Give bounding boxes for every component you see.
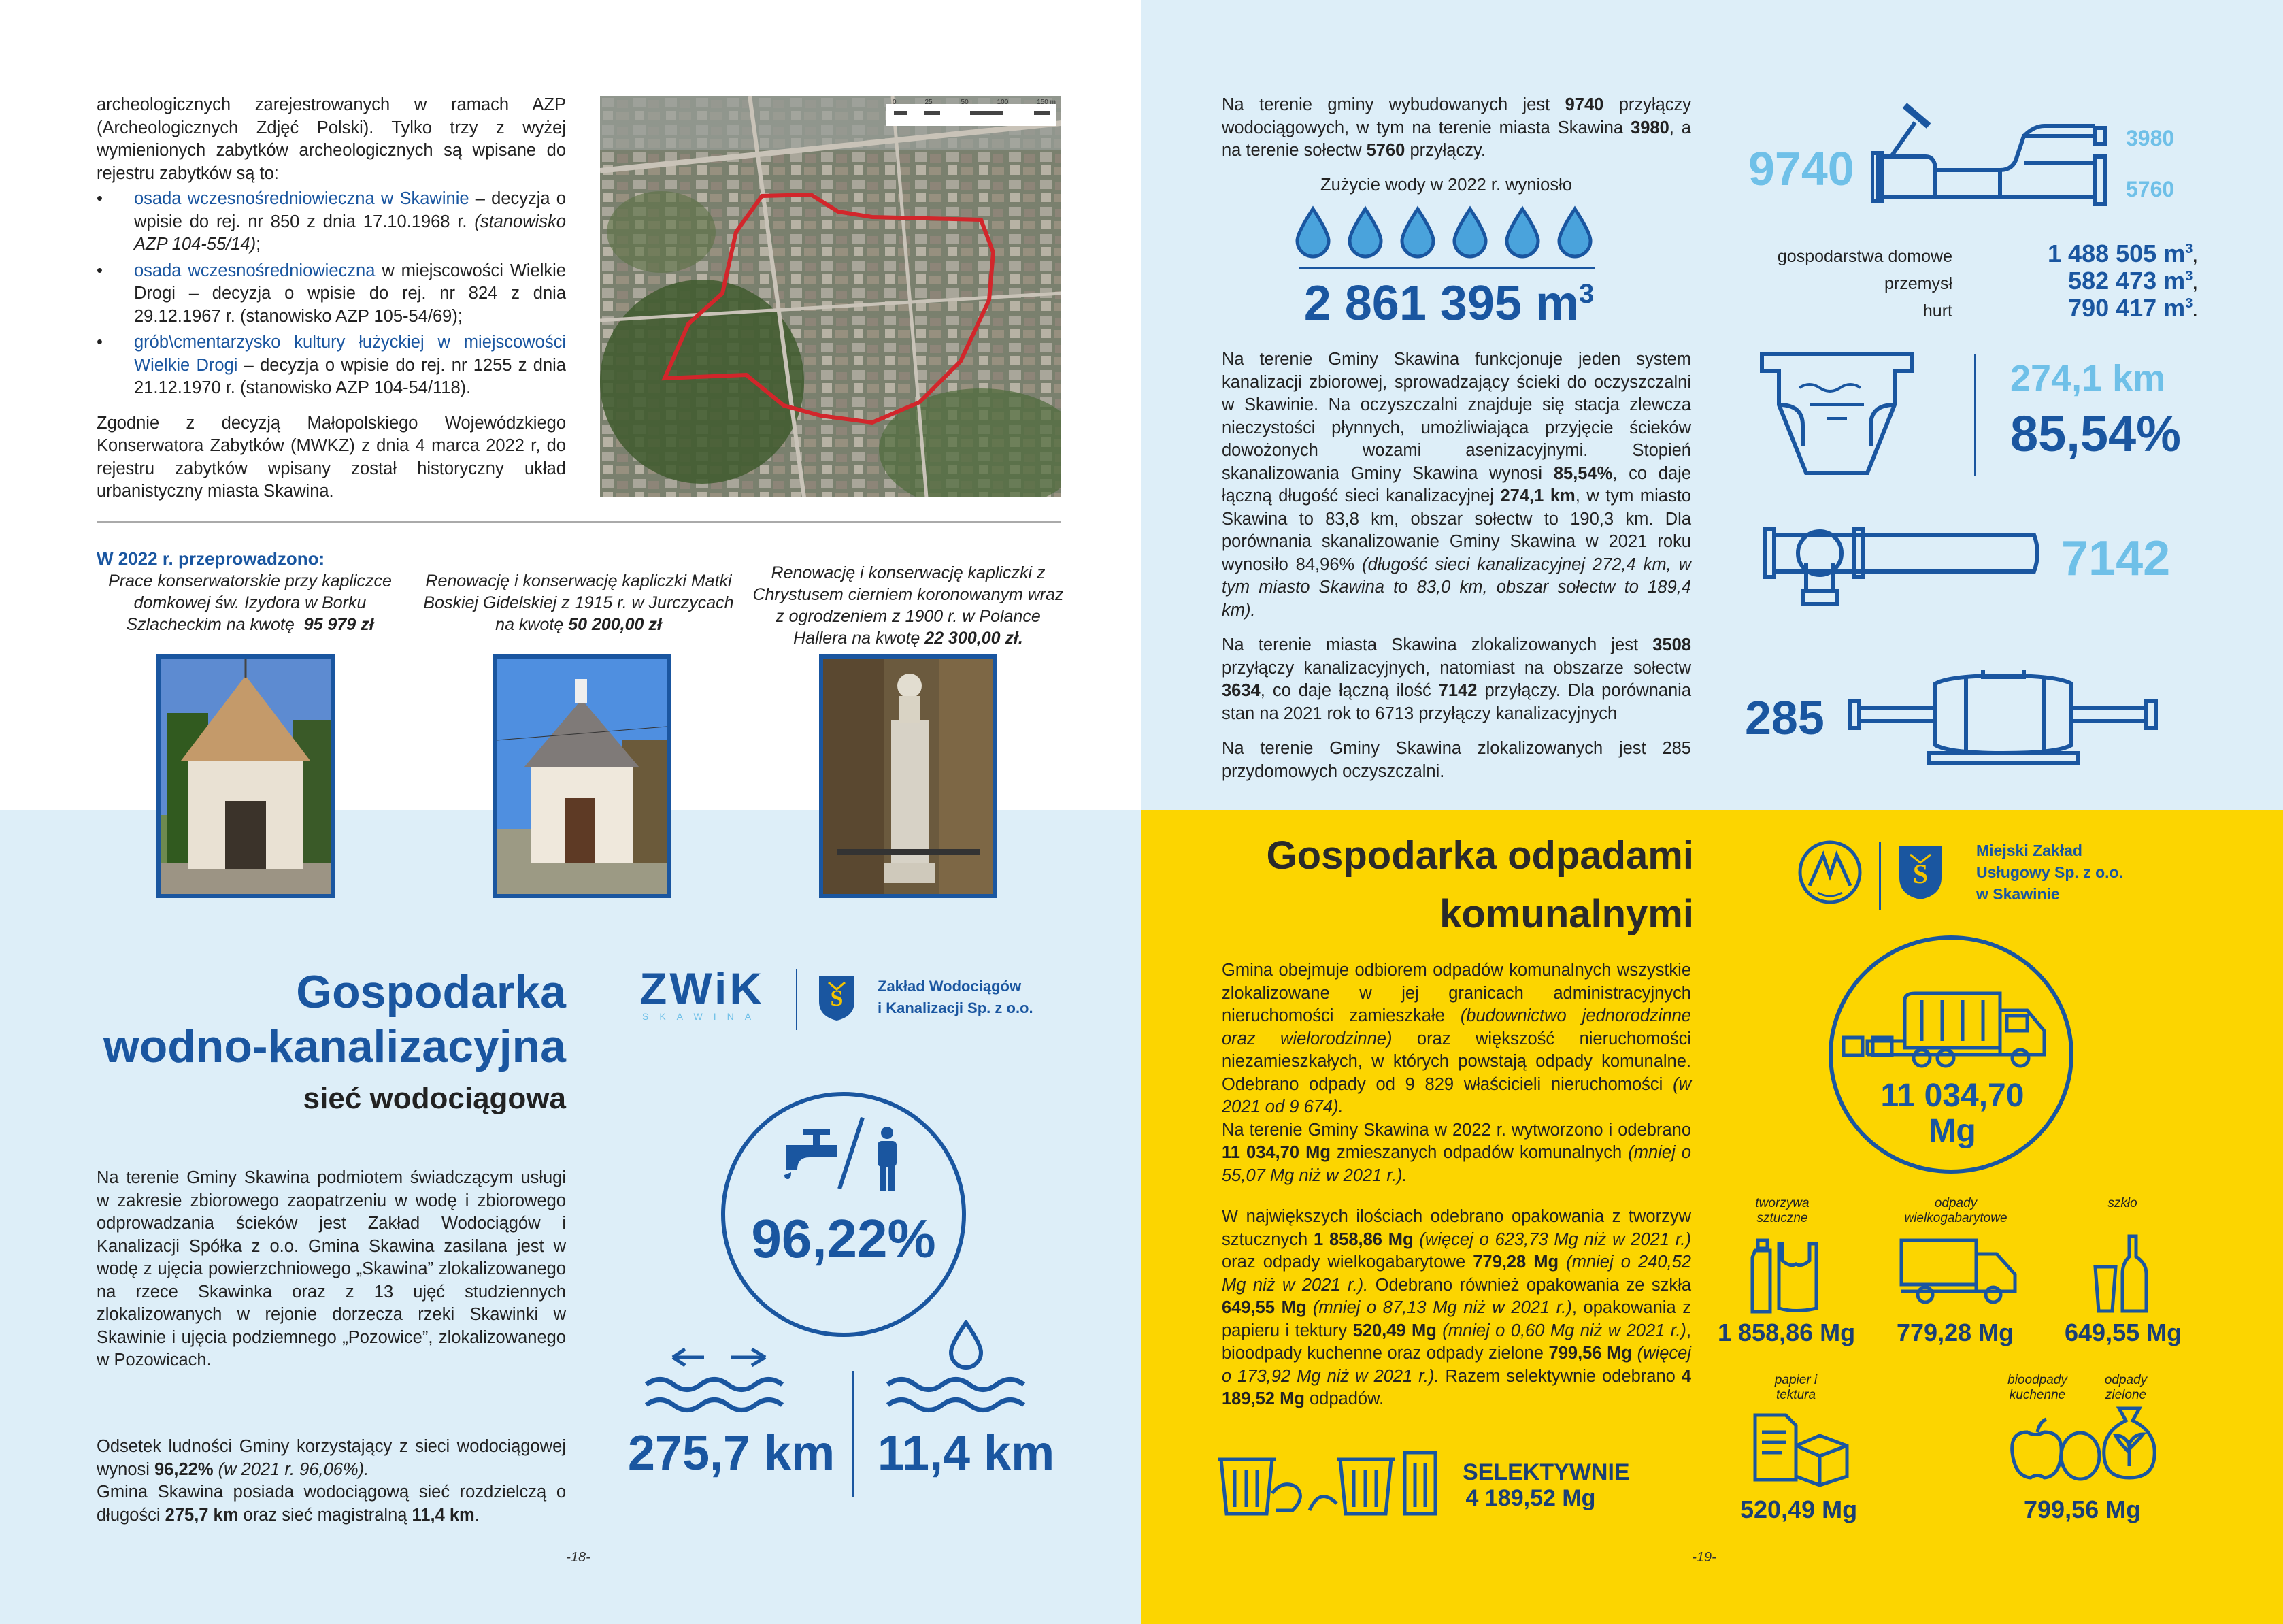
- bulky-truck-icon: [1898, 1237, 2020, 1305]
- water-tap-icon: [782, 1126, 850, 1180]
- mzu-crest-icon: [1898, 845, 1943, 901]
- person-icon: [871, 1126, 903, 1191]
- sewer-percent-value: 85,54%: [2010, 405, 2181, 462]
- section-title-line2: wodno-kanalizacyjna: [103, 1021, 566, 1072]
- selective-total: SELEKTYWNIE 4 189,52 Mg: [1463, 1459, 1630, 1511]
- map-scale-labels: 0 25 50 100 150 m: [893, 99, 1056, 106]
- waste-total-value: 11 034,70 Mg: [1880, 1078, 2024, 1149]
- usage-label: Zużycie wody w 2022 r. wyniosło: [1320, 176, 1572, 195]
- category-label-paper: papier i tektura: [1774, 1373, 1818, 1402]
- chapel-photo-jurczyce: [493, 654, 671, 898]
- consumption-table: [1742, 239, 2197, 321]
- category-label-bio: bioodpady kuchenne: [2007, 1373, 2067, 1402]
- skawina-crest-icon: [818, 974, 856, 1022]
- mzu-name: Miejski Zakład Usługowy Sp. z o.o. w Skawinie: [1976, 842, 2123, 903]
- category-value-glass: 649,55 Mg: [2065, 1319, 2182, 1346]
- water-usage-value: 2 861 395 $m^3$: [1303, 276, 1595, 331]
- svg-text:S: S: [830, 986, 844, 1011]
- plastics-icon: [1748, 1237, 1830, 1315]
- intro-paragraph: archeologicznych zarejestrowanych w ramach AZP (Archeologicznych Zdjęć Polski). Tylko trzy z wyżej wymienionych zabytków archeologicznych są wpisane do rejestru zabytków są to:: [97, 95, 566, 183]
- droplet-icon: [946, 1320, 986, 1371]
- sewer-connections-paragraph: Na terenie miasta Skawina zlokalizowanych jest 3508 przyłączy kanalizacyjnych, natomiast na obszarze sołectw 3634, co daje łączną ilość 7142 przyłączy. Dla porównania stan na 2021 rok to 6713 przyłączy kanalizacyjnych: [1222, 635, 1692, 723]
- drops-underline: [1299, 267, 1595, 269]
- bio-waste-icon: [2007, 1415, 2102, 1483]
- sewer-paragraph: Na terenie Gminy Skawina funkcjonuje jeden system kanalizacji zbiorowej, sprowadzający ścieki do oczyszczalni w Skawinie. Na oczyszczalni znajduje się stacja zlewcza nieczystości płynnych, umożliwiająca przyjęcie ścieków dowożonych wozami asenizacyjnymi. Stopień skanalizowania Gminy Skawina wynosi 85,54%, co daje łączną długość sieci kanalizacyjnej 274,1 km, w tym miasto Skawina to 83,8 km, obszar sołectw to 190,3 km. Dla porównania skanalizowanie Gminy Skawina w 2021 roku wynosiło 84,96% (długość sieci kanalizacyjnej 272,4 km, w tym miasto Skawina to 83,0 km, obszar sołectw to 189,4 km).: [1222, 350, 1691, 620]
- category-value-bio-green: 799,56 Mg: [2024, 1495, 2142, 1523]
- category-label-bulky: odpady wielkogabarytowe: [1904, 1196, 2007, 1225]
- section-subtitle: sieć wodociągowa: [303, 1082, 566, 1115]
- monument-item: • osada wczesnośredniowieczna w Skawinie – decyzja o wpisie do rej. nr 850 z dnia 17.10.1968 r. (stanowisko AZP 104-55/14);: [97, 188, 566, 256]
- septic-tanks-value: 285: [1745, 691, 1824, 744]
- tanks-paragraph: Na terenie Gminy Skawina zlokalizowanych jest 285 przydomowych oczyszczalni.: [1222, 739, 1691, 781]
- category-label-green: odpady zielone: [2104, 1373, 2148, 1402]
- shrine-photo-polanka: [819, 654, 997, 898]
- sewer-connections-value: 7142: [2061, 531, 2171, 586]
- coverage-percent: 96,22%: [751, 1208, 936, 1269]
- work-caption-2: Renowację i konserwację kapliczki Matki Boskiej Gidelskiej z 1915 r. w Jurczycach na kwotę 50 200,00 zł: [423, 571, 734, 634]
- connections-text: Na terenie gminy wybudowanych jest 9740 przyłączy wodociągowych, w tym na terenie miasta Skawina 3980, a na terenie sołectw 5760 przyłączy.: [1222, 95, 1692, 160]
- work-caption-1: Prace konserwatorskie przy kapliczce domkowej św. Izydora w Borku Szlacheckim na kwotę 95 979 zł: [108, 571, 392, 634]
- main-length: 11,4 km: [877, 1426, 1055, 1480]
- aerial-map: [600, 96, 1061, 497]
- water-supply-text: Na terenie Gminy Skawina podmiotem świadczącym usługi w zakresie zbiorowego zaopatrzeniu w wodę i zbiorowego odprowadzania ścieków jest Zakład Wodociągów i Kanalizacji Spółka z o.o. Gmina Skawina zasilana jest w wodę z ujęcia powierzchniowego „Skawina” zlokalizowanego na rzece Skawinka oraz z 13 ujęć studziennych zlokalizowanych w rejonie dorzecza rzeki Skawinki w Skawinie i ujęcia podziemnego „Pozowice”, zlokalizowanego w Pozowicach.: [97, 1168, 566, 1370]
- selective-waste-text: W największych ilościach odebrano opakowania z tworzyw sztucznych 1 858,86 Mg (więcej o 623,73 Mg niż w 2021 r.) oraz odpady wielkogabarytowe 779,28 Mg (mniej o 240,52 Mg niż w 2021 r.). Odebrano również opakowania ze szkła 649,55 Mg (mniej o 87,13 Mg niż w 2021 r.), opakowania z papieru i tektury 520,49 Mg (mniej o 0,60 Mg niż w 2021 r.), bioodpady kuchenne oraz odpady zielone 799,56 Mg (więcej o 173,92 Mg niż w 2021 r.). Razem selektywnie odebrano 4 189,52 Mg odpadów.: [1222, 1207, 1692, 1408]
- logo-divider: [796, 969, 797, 1030]
- waves-icon-right: [884, 1374, 1048, 1429]
- garbage-truck-icon: [1840, 990, 2051, 1072]
- green-waste-icon: [2099, 1402, 2160, 1483]
- section-title-line1: Gospodarka: [296, 966, 566, 1018]
- mzu-logo-divider: [1879, 842, 1881, 910]
- svg-text:S: S: [1912, 859, 1929, 889]
- waste-collection-text: Gmina obejmuje odbiorem odpadów komunalnych wszystkie zlokalizowane w jej granicach administracyjnych nieruchomości zamieszkałe (budownictwo jednorodzinne oraz wielorodzinne) oraz większość nieruchomości niezamieszkałych, w których powstają odpady komunalne. Odebrano odpady od 9 829 właścicieli nieruchomości (w 2021 od 9 674). Na terenie Gminy Skawina w 2022 r. wytworzono i odebrano 11 034,70 Mg zmieszanych odpadów komunalnych (mniej o 55,07 Mg niż w 2021 r.).: [1222, 961, 1691, 1185]
- consumption-row: przemysł 582 473 $m^3$,: [1884, 267, 2197, 295]
- zwik-logo-sub: SKAWINA: [642, 1011, 763, 1022]
- decision-paragraph: Zgodnie z decyzją Małopolskiego Wojewódzkiego Konserwatora Zabytków (MWKZ) z dnia 4 marca 2022 r, do rejestru zabytków wpisany został historyczny układ urbanistyczny miasta Skawina.: [97, 413, 566, 501]
- village-connections: 5760: [2126, 177, 2175, 201]
- coverage-text: Odsetek ludności Gminy korzystający z sieci wodociągowej wynosi 96,22% (w 2021 r. 96,06%). Gmina Skawina posiada wodociągową sieć rozdzielczą o długości 275,7 km oraz sieć magistralną 11,4 km.: [97, 1437, 566, 1525]
- total-connections: 9740: [1748, 142, 1854, 195]
- category-value-paper: 520,49 Mg: [1740, 1495, 1858, 1523]
- paper-icon: [1752, 1412, 1854, 1487]
- glass-icon: [2092, 1233, 2153, 1314]
- page-number-left: -18-: [566, 1550, 590, 1565]
- monument-item: • grób\cmentarzysko kultury łużyckiej w miejscowości Wielkie Drogi – decyzja o wpisie do rej. nr 1255 z dnia 21.12.1970 r. (stanowisko AZP 104-54/118).: [97, 331, 566, 400]
- zwik-name: Zakład Wodociągów i Kanalizacji Sp. z o.o.: [878, 978, 1033, 1016]
- waste-bins-icon: [1218, 1446, 1449, 1521]
- valve-pipe-icon: [1871, 95, 2116, 211]
- chapel-photo-borek: [156, 654, 335, 898]
- archaeology-text: [97, 94, 566, 516]
- divider-line: [97, 521, 1061, 523]
- arrows-icon: [670, 1344, 772, 1371]
- works-title: W 2022 r. przeprowadzono:: [97, 548, 325, 569]
- monument-list: [97, 188, 566, 400]
- page-number-right: -19-: [1692, 1550, 1716, 1565]
- consumption-row: gospodarstwa domowe 1 488 505 $m^3$,: [1777, 239, 2197, 267]
- distribution-length: 275,7 km: [627, 1426, 835, 1480]
- water-drops-icon: [1289, 205, 1602, 263]
- monument-item: • osada wczesnośredniowieczna w miejscowości Wielkie Drogi – decyzja o wpisie do rej. nr 824 z dnia 29.12.1967 r. (stanowisko AZP 105-54/69);: [97, 260, 566, 329]
- category-label-plastics: tworzywa sztuczne: [1755, 1196, 1810, 1225]
- septic-tank-icon: [1847, 670, 2160, 765]
- sewer-length-value: 274,1 km: [2010, 358, 2166, 399]
- category-value-plastics: 1 858,86 Mg: [1718, 1319, 1856, 1346]
- waste-title-line1: Gospodarka odpadami: [1266, 833, 1694, 878]
- treatment-plant-icon: [1759, 350, 1915, 480]
- category-value-bulky: 779,28 Mg: [1897, 1319, 2014, 1346]
- category-label-glass: szkło: [2107, 1196, 2137, 1210]
- vertical-divider: [852, 1371, 854, 1497]
- consumption-row: hurt 790 417 $m^3$.: [1922, 294, 2197, 322]
- work-caption-3: Renowację i konserwację kapliczki z Chrystusem cierniem koronowanym wraz z ogrodzeniem z 1900 r. w Polance Hallera na kwotę 22 300,00 zł.: [752, 563, 1064, 648]
- city-connections: 3980: [2126, 126, 2175, 150]
- zwik-logo: [639, 963, 803, 1027]
- sewer-text: [1222, 348, 1691, 795]
- waves-icon-left: [643, 1374, 806, 1429]
- mzu-logo-icon: [1796, 838, 1864, 906]
- sewer-pipe-icon: [1762, 523, 2048, 611]
- zwik-logo-text: ZWiK: [639, 963, 765, 1014]
- waste-title-line2: komunalnymi: [1439, 892, 1694, 936]
- sewer-divider: [1974, 354, 1976, 476]
